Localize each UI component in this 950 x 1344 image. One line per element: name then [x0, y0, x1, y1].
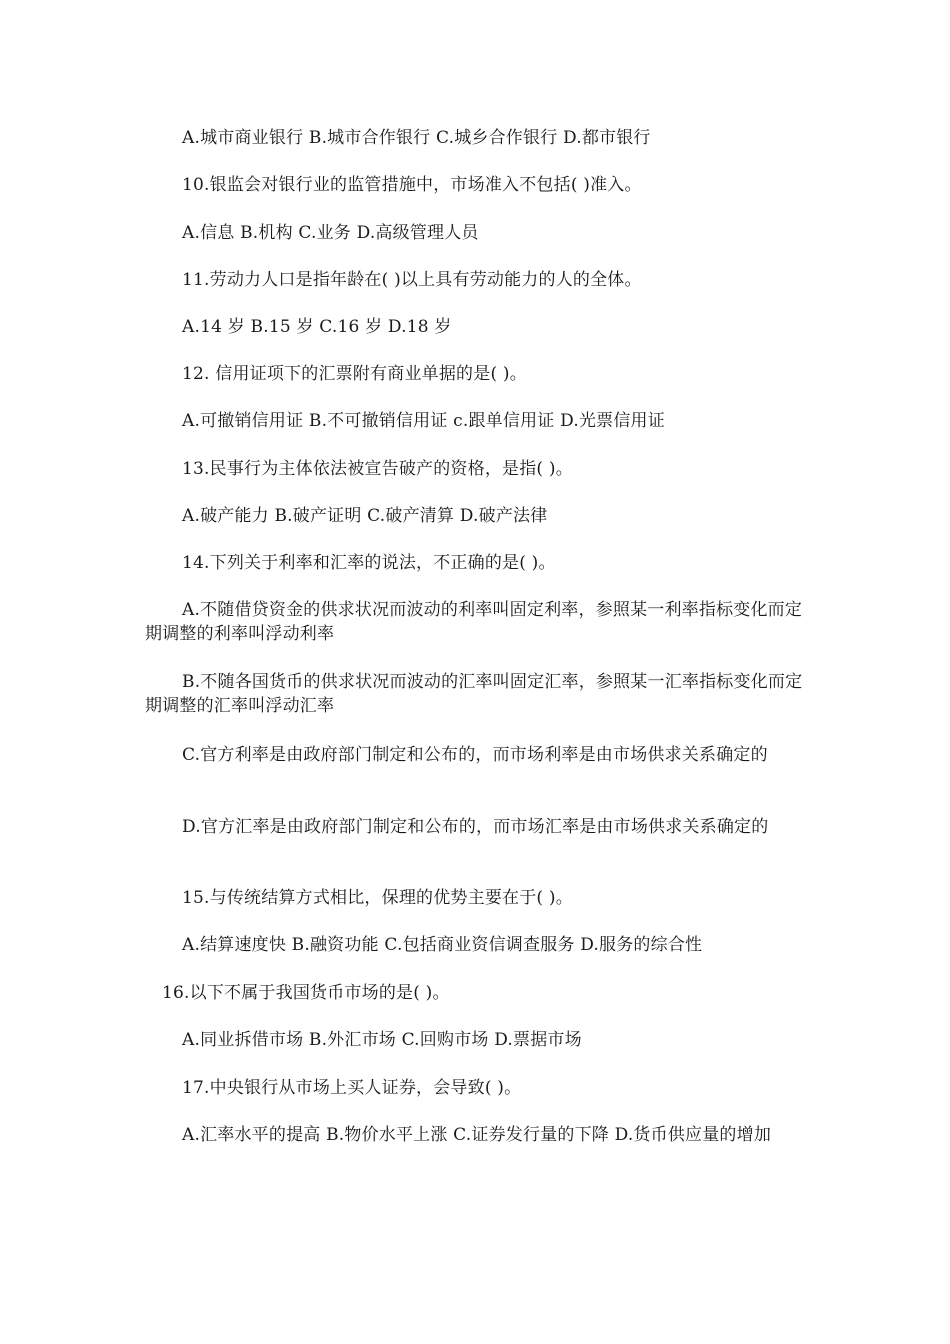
q16-options: A.同业拆借市场 B.外汇市场 C.回购市场 D.票据市场: [182, 1030, 582, 1050]
q13-question: 13.民事行为主体依法被宣告破产的资格，是指( )。: [182, 459, 573, 479]
q14-option-c: C.官方利率是由政府部门制定和公布的，而市场利率是由市场供求关系确定的: [182, 745, 768, 765]
q12-options: A.可撤销信用证 B.不可撤销信用证 c.跟单信用证 D.光票信用证: [182, 411, 665, 431]
q14-option-a: A.不随借贷资金的供求状况而波动的利率叫固定利率，参照某一利率指标变化而定期调整的利率叫浮动利率: [145, 600, 803, 644]
q14-option-b: B.不随各国货币的供求状况而波动的汇率叫固定汇率，参照某一汇率指标变化而定期调整的汇率叫浮动汇率: [145, 672, 803, 716]
q15-options: A.结算速度快 B.融资功能 C.包括商业资信调查服务 D.服务的综合性: [182, 935, 703, 955]
q13-options: A.破产能力 B.破产证明 C.破产清算 D.破产法律: [182, 506, 548, 526]
q17-options: A.汇率水平的提高 B.物价水平上涨 C.证券发行量的下降 D.货币供应量的增加: [182, 1125, 772, 1145]
q10-options: A.信息 B.机构 C.业务 D.高级管理人员: [182, 223, 479, 243]
q16-question: 16.以下不属于我国货币市场的是( )。: [162, 983, 450, 1003]
q12-question: 12. 信用证项下的汇票附有商业单据的是( )。: [182, 364, 527, 384]
q15-question: 15.与传统结算方式相比，保理的优势主要在于( )。: [182, 888, 573, 908]
q10-question: 10.银监会对银行业的监管措施中，市场准入不包括( )准入。: [182, 175, 642, 195]
q14-option-d: D.官方汇率是由政府部门制定和公布的，而市场汇率是由市场供求关系确定的: [182, 817, 769, 837]
q9-options: A.城市商业银行 B.城市合作银行 C.城乡合作银行 D.都市银行: [182, 128, 651, 148]
q17-question: 17.中央银行从市场上买人证券，会导致( )。: [182, 1078, 522, 1098]
q11-options: A.14 岁 B.15 岁 C.16 岁 D.18 岁: [182, 317, 452, 337]
q14-question: 14.下列关于利率和汇率的说法，不正确的是( )。: [182, 553, 556, 573]
q11-question: 11.劳动力人口是指年龄在( )以上具有劳动能力的人的全体。: [182, 270, 642, 290]
